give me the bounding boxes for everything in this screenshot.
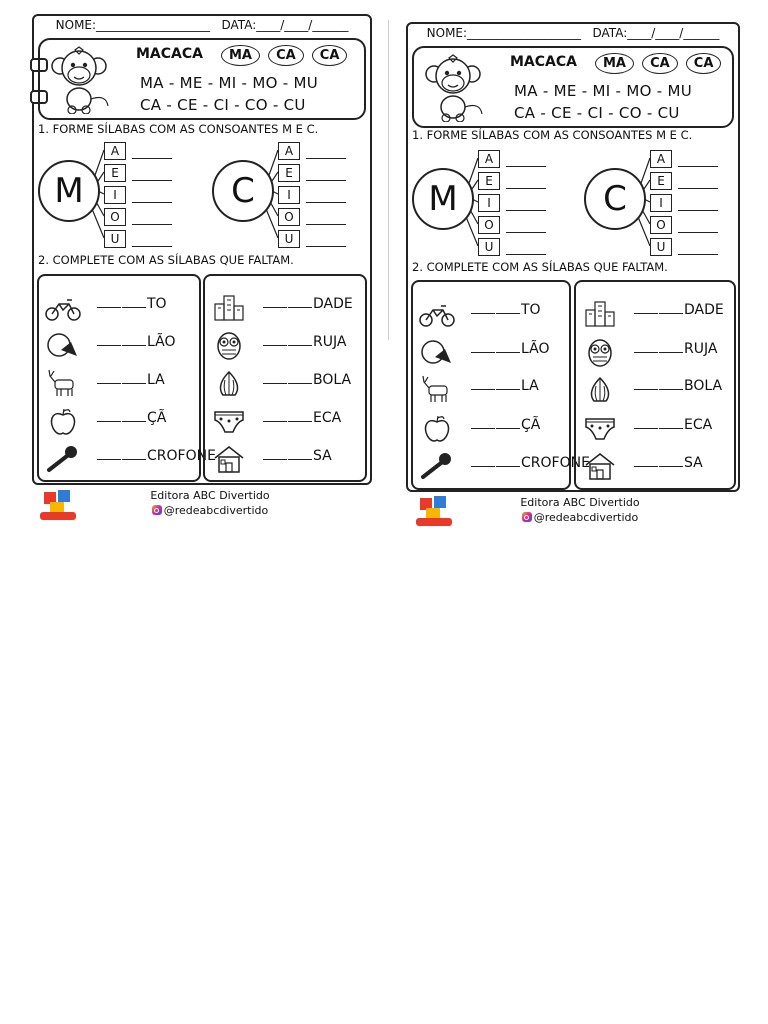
word-text: TO: [521, 302, 541, 318]
answer-blank[interactable]: [306, 212, 346, 225]
word-text: LÃO: [147, 334, 176, 350]
publisher-name: Editora ABC Divertido: [150, 489, 270, 502]
header-box: [38, 38, 366, 120]
consonant-group-m: [38, 138, 188, 263]
abc-logo-icon: [38, 488, 78, 522]
answer-blank[interactable]: [132, 190, 172, 203]
word-item: [413, 413, 569, 443]
house-icon: [582, 451, 618, 481]
answer-blank[interactable]: [132, 234, 172, 247]
word-text: ECA: [684, 417, 713, 433]
word-item: [413, 451, 590, 481]
answer-blank[interactable]: [506, 242, 546, 255]
name-label: NOME:___________________: [426, 26, 582, 40]
consonant-group-m: [412, 146, 562, 271]
consonant-m: M: [38, 160, 100, 222]
vowel-e: E: [650, 172, 672, 190]
name-date-line: [408, 26, 738, 40]
question-1: 1. FORME SÍLABAS COM AS CONSOANTES M E C.: [38, 122, 319, 136]
pill-ma: MA: [221, 45, 260, 66]
header-title: MACACA: [136, 46, 203, 62]
name-date-line: [34, 18, 370, 32]
word-text: RUJA: [684, 341, 718, 357]
instagram-icon: [152, 505, 162, 515]
word-text: DADE: [684, 302, 724, 318]
consonant-group-c: [212, 138, 362, 263]
word-item: [413, 337, 569, 367]
vowel-o: O: [104, 208, 126, 226]
vowel-u: U: [278, 230, 300, 248]
answer-blank[interactable]: [678, 220, 718, 233]
publisher-name: Editora ABC Divertido: [520, 496, 640, 509]
word-box-left: [37, 274, 216, 482]
word-text: ÇÃ: [147, 410, 167, 426]
apple-icon: [45, 406, 81, 436]
word-text: DADE: [313, 296, 353, 312]
instagram-handle[interactable]: @redeabcdivertido: [470, 511, 690, 524]
syllables-c: CA - CE - CI - CO - CU: [514, 104, 680, 122]
date-label: DATA:____/____/______: [592, 26, 720, 40]
owl-icon: [211, 330, 247, 360]
instagram-handle[interactable]: @redeabcdivertido: [100, 504, 320, 517]
vowel-a: A: [478, 150, 500, 168]
word-item: [205, 368, 365, 398]
word-box-right: [574, 280, 736, 490]
answer-blank[interactable]: [506, 154, 546, 167]
onion-icon: [211, 368, 247, 398]
motorcycle-icon: [45, 292, 81, 322]
word-text: BOLA: [684, 378, 723, 394]
word-item: [39, 292, 199, 322]
microphone-icon: [45, 444, 81, 474]
name-label: NOME:___________________: [55, 18, 211, 32]
pill-ca: CA: [268, 45, 304, 66]
consonant-group-c: [584, 146, 734, 271]
vowel-u: U: [104, 230, 126, 248]
answer-blank[interactable]: [506, 198, 546, 211]
word-text: RUJA: [313, 334, 347, 350]
word-item: [39, 444, 216, 474]
syllables-m: MA - ME - MI - MO - MU: [514, 82, 693, 100]
city-icon: [211, 292, 247, 322]
consonant-m: M: [412, 168, 474, 230]
question-1: 1. FORME SÍLABAS COM AS CONSOANTES M E C.: [412, 128, 693, 142]
answer-blank[interactable]: [678, 198, 718, 211]
syllables-c: CA - CE - CI - CO - CU: [140, 96, 306, 114]
donkey-icon: [419, 374, 455, 404]
word-item: [413, 374, 569, 404]
melon-icon: [419, 337, 455, 367]
answer-blank[interactable]: [506, 176, 546, 189]
question-2: 2. COMPLETE COM AS SÍLABAS QUE FALTAM.: [412, 260, 668, 274]
worksheet-right: [406, 22, 740, 492]
house-icon: [211, 444, 247, 474]
answer-blank[interactable]: [132, 212, 172, 225]
syllable-pills: [218, 44, 347, 66]
syllables-m: MA - ME - MI - MO - MU: [140, 74, 319, 92]
vowel-o: O: [650, 216, 672, 234]
city-icon: [582, 298, 618, 328]
date-label: DATA:____/____/______: [221, 18, 349, 32]
monkey-icon: [46, 44, 126, 114]
word-item: [205, 292, 365, 322]
abc-logo-icon: [414, 494, 454, 528]
vowel-i: I: [478, 194, 500, 212]
answer-blank[interactable]: [306, 234, 346, 247]
word-item: [205, 330, 365, 360]
word-item: [576, 298, 734, 328]
pill-ma: MA: [595, 53, 634, 74]
vowel-o: O: [278, 208, 300, 226]
word-item: [576, 451, 734, 481]
word-item: [39, 368, 199, 398]
word-text: BOLA: [313, 372, 352, 388]
pill-ca-2: CA: [686, 53, 722, 74]
word-item: [205, 444, 365, 474]
word-text: ECA: [313, 410, 342, 426]
owl-icon: [582, 337, 618, 367]
word-item: [205, 406, 365, 436]
underwear-icon: [582, 413, 618, 443]
word-text: CROFONE: [521, 455, 590, 471]
word-text: LÃO: [521, 341, 550, 357]
word-text: CROFONE: [147, 448, 216, 464]
answer-blank[interactable]: [306, 190, 346, 203]
monkey-icon: [420, 52, 500, 122]
page-divider: [388, 20, 389, 340]
vowel-e: E: [478, 172, 500, 190]
underwear-icon: [211, 406, 247, 436]
syllable-pills: [592, 52, 721, 74]
vowel-i: I: [650, 194, 672, 212]
answer-blank[interactable]: [306, 168, 346, 181]
vowel-e: E: [104, 164, 126, 182]
answer-blank[interactable]: [132, 168, 172, 181]
consonant-c: C: [212, 160, 274, 222]
word-text: SA: [684, 455, 703, 471]
pill-ca: CA: [642, 53, 678, 74]
vowel-a: A: [104, 142, 126, 160]
vowel-i: I: [278, 186, 300, 204]
header-title: MACACA: [510, 54, 577, 70]
word-item: [39, 330, 199, 360]
instagram-icon: [522, 512, 532, 522]
word-box-left: [411, 280, 590, 490]
word-box-right: [203, 274, 367, 482]
vowel-a: A: [650, 150, 672, 168]
vowel-a: A: [278, 142, 300, 160]
pill-ca-2: CA: [312, 45, 348, 66]
microphone-icon: [419, 451, 455, 481]
vowel-i: I: [104, 186, 126, 204]
word-text: ÇÃ: [521, 417, 541, 433]
answer-blank[interactable]: [506, 220, 546, 233]
consonant-c: C: [584, 168, 646, 230]
header-box: [412, 46, 734, 128]
word-text: LA: [147, 372, 165, 388]
word-item: [413, 298, 569, 328]
word-item: [576, 413, 734, 443]
word-text: TO: [147, 296, 167, 312]
question-2: 2. COMPLETE COM AS SÍLABAS QUE FALTAM.: [38, 253, 294, 267]
worksheet-left: [32, 14, 372, 485]
answer-blank[interactable]: [306, 146, 346, 159]
vowel-o: O: [478, 216, 500, 234]
word-item: [39, 406, 199, 436]
word-item: [576, 337, 734, 367]
word-text: LA: [521, 378, 539, 394]
vowel-u: U: [650, 238, 672, 256]
word-text: SA: [313, 448, 332, 464]
apple-icon: [419, 413, 455, 443]
vowel-e: E: [278, 164, 300, 182]
answer-blank[interactable]: [132, 146, 172, 159]
onion-icon: [582, 374, 618, 404]
vowel-u: U: [478, 238, 500, 256]
melon-icon: [45, 330, 81, 360]
answer-blank[interactable]: [678, 154, 718, 167]
answer-blank[interactable]: [678, 176, 718, 189]
donkey-icon: [45, 368, 81, 398]
motorcycle-icon: [419, 298, 455, 328]
word-item: [576, 374, 734, 404]
answer-blank[interactable]: [678, 242, 718, 255]
